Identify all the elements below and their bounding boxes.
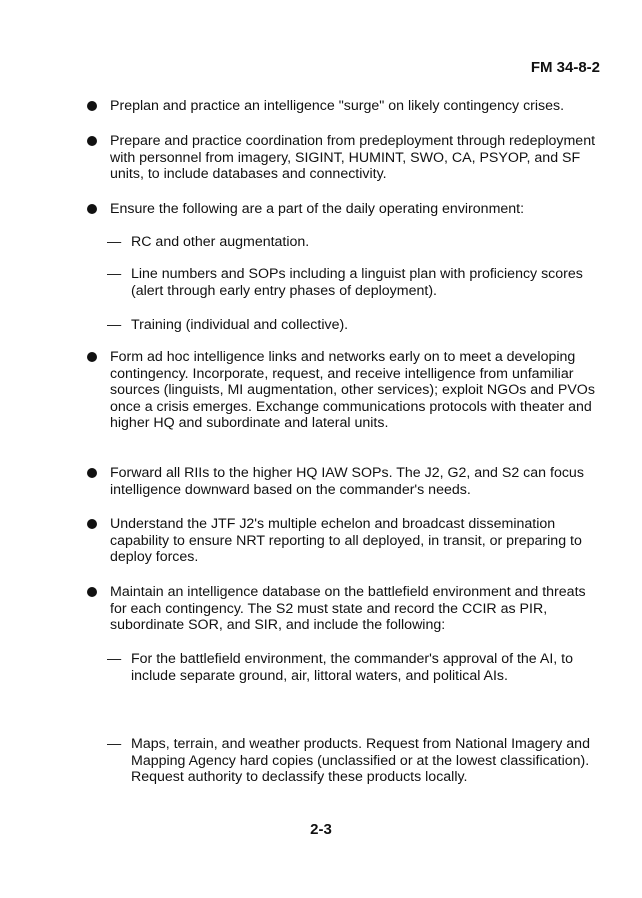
document-header: FM 34-8-2: [530, 59, 600, 76]
dash-mark: —: [107, 266, 122, 282]
bullet-item: [110, 201, 605, 218]
dash-text: Line numbers and SOPs including a linguist plan with proficiency scores (alert through early entry phases of deployment).: [131, 266, 583, 299]
dash-text: Maps, terrain, and weather products. Request from National Imagery and Mapping Agency hard copies (unclassified or at the lowest classification). Request authority to declassify these products locally.: [131, 736, 590, 786]
dash-mark: —: [107, 317, 122, 333]
bullet-text: Preplan and practice an intelligence "surge" on likely contingency crises.: [110, 98, 565, 114]
bullet-item: [110, 133, 605, 183]
bullet-item: [110, 349, 605, 432]
bullet-text: Form ad hoc intelligence links and networks early on to meet a developing contingency. Incorporate, request, and receive intelligence from unfamiliar sources (linguists, MI augmentation, other services); exploit NGOs and PVOs once a crisis emerges. Exchange communications protocols with theater and higher HQ and subordinate and lateral units.: [110, 349, 595, 432]
dash-item: [107, 234, 601, 251]
dash-mark: —: [107, 234, 122, 250]
bullet-item: [110, 516, 605, 566]
bullet-item: [110, 584, 605, 634]
dash-text: Training (individual and collective).: [131, 317, 349, 333]
dash-mark: —: [107, 651, 122, 667]
dash-item: [107, 317, 601, 334]
bullet-text: Forward all RIIs to the higher HQ IAW SOPs. The J2, G2, and S2 can focus intelligence downward based on the commander's needs.: [110, 465, 584, 498]
page-number: 2-3: [310, 821, 332, 838]
bullet-text: Understand the JTF J2's multiple echelon and broadcast dissemination capability to ensure NRT reporting to all deployed, in transit, or preparing to deploy forces.: [110, 516, 582, 566]
dash-mark: —: [107, 736, 122, 752]
dash-item: [107, 651, 601, 684]
bullet-text: Prepare and practice coordination from predeployment through redeployment with personnel from imagery, SIGINT, HUMINT, SWO, CA, PSYOP, and SF units, to include databases and connectivity.: [110, 133, 596, 183]
bullet-item: [110, 98, 605, 115]
dash-item: [107, 736, 601, 786]
dash-text: RC and other augmentation.: [131, 234, 310, 250]
dash-text: For the battlefield environment, the commander's approval of the AI, to include separate ground, air, littoral waters, and political AIs.: [131, 651, 573, 684]
dash-item: [107, 266, 601, 299]
bullet-item: [110, 465, 605, 498]
bullet-text: Maintain an intelligence database on the battlefield environment and threats for each contingency. The S2 must state and record the CCIR as PIR, subordinate SOR, and SIR, and include the following:: [110, 584, 586, 634]
bullet-text: Ensure the following are a part of the daily operating environment:: [110, 201, 525, 217]
